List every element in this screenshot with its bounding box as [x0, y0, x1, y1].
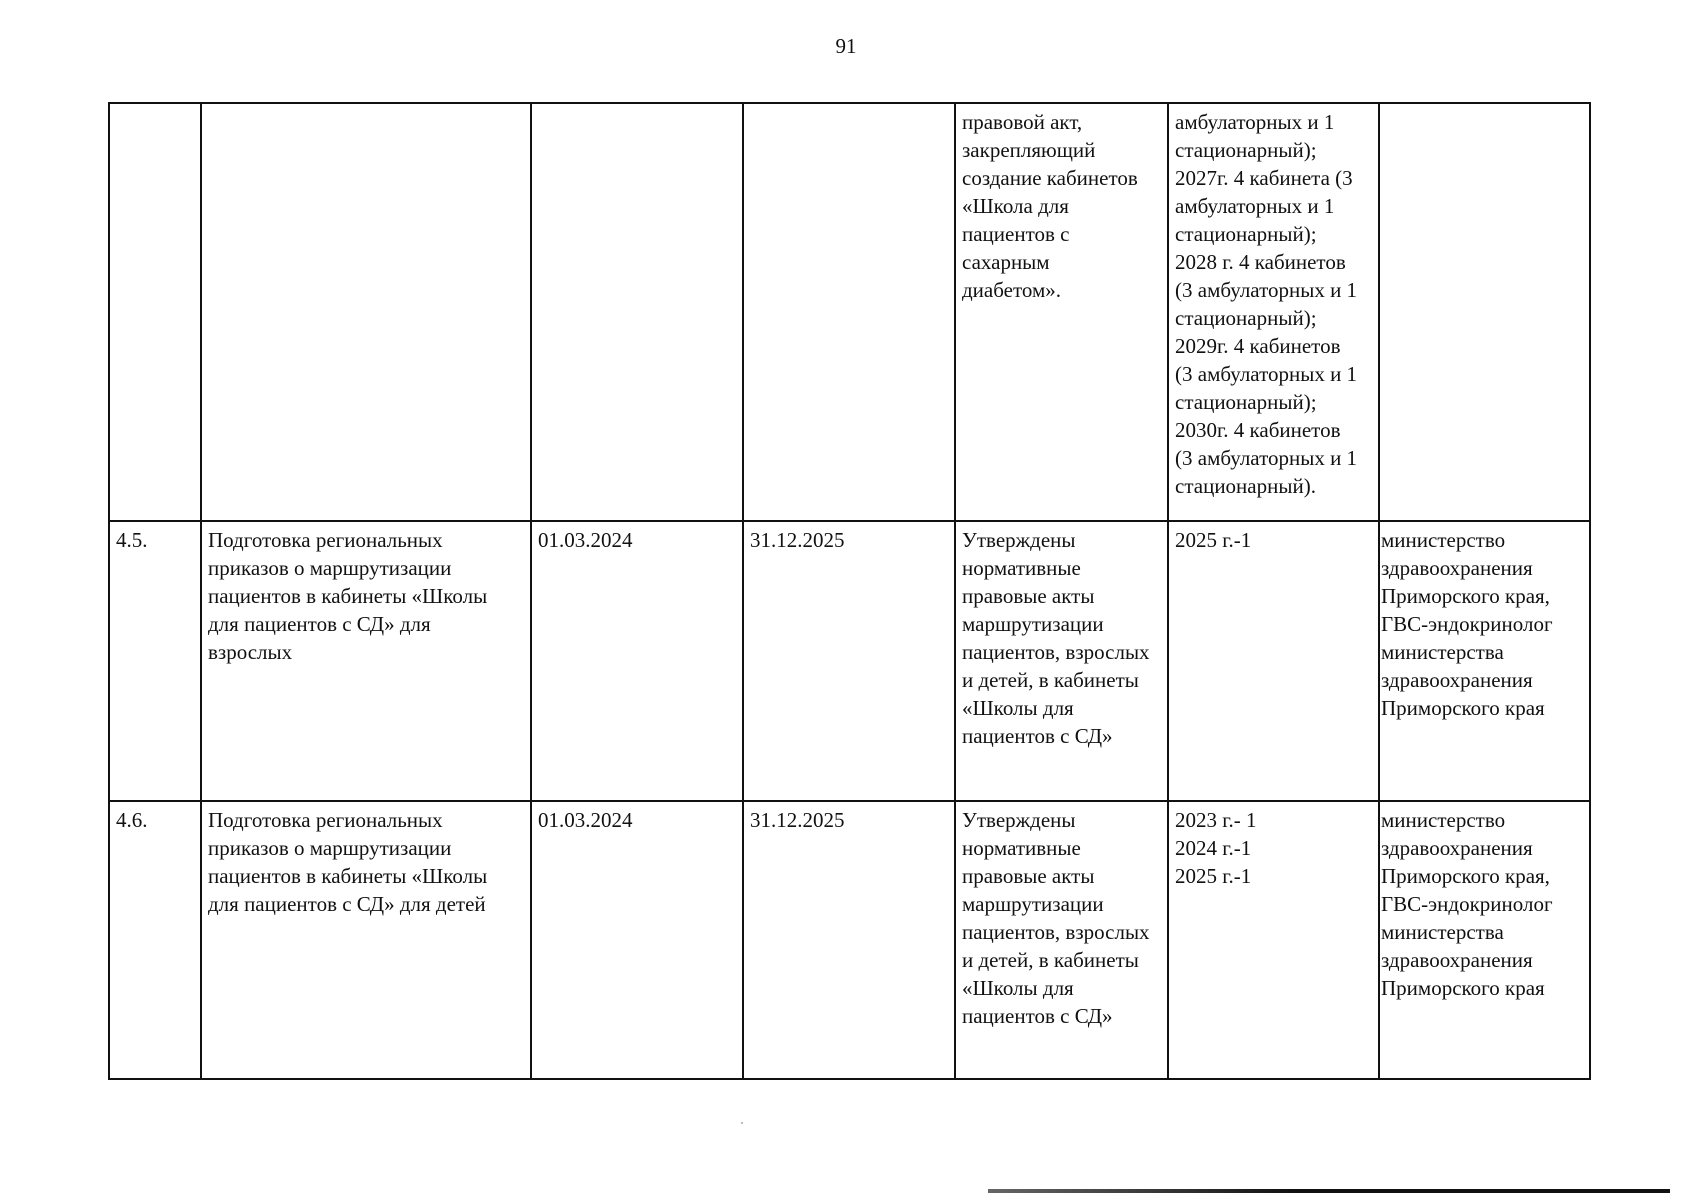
cell-number: 4.6. — [109, 801, 201, 1079]
cell-executor — [1379, 103, 1590, 521]
cell-result: Утверждены нормативные правовые акты маршрутизации пациентов, взрослых и детей, в кабинеты «Школы для пациентов с СД» — [955, 521, 1168, 801]
table-row — [109, 103, 1590, 521]
footer-rule — [988, 1189, 1670, 1193]
cell-start-date: 01.03.2024 — [531, 801, 743, 1079]
scan-artifact — [741, 1122, 743, 1124]
cell-start-date: 01.03.2024 — [531, 521, 743, 801]
cell-indicator: 2023 г.- 1 2024 г.-1 2025 г.-1 — [1168, 801, 1379, 1079]
page-number: 91 — [835, 34, 857, 58]
cell-event: Подготовка региональных приказов о маршрутизации пациентов в кабинеты «Школы для пациентов с СД» для взрослых — [201, 521, 531, 801]
cell-event — [201, 103, 531, 521]
cell-number — [109, 103, 201, 521]
cell-executor: министерство здравоохранения Приморского края, ГВС-эндокринолог министерства здравоохранения Приморского края — [1379, 801, 1590, 1079]
cell-end-date: 31.12.2025 — [743, 521, 955, 801]
table-row — [109, 521, 1590, 801]
cell-result: правовой акт, закрепляющий создание кабинетов «Школа для пациентов с сахарным диабетом». — [955, 103, 1168, 521]
cell-indicator: амбулаторных и 1 стационарный); 2027г. 4 кабинета (3 амбулаторных и 1 стационарный); 2028 г. 4 кабинетов (3 амбулаторных и 1 стационарный); 2029г. 4 кабинетов (3 амбулаторных и 1 стационарный); 2030г. 4 кабинетов (3 амбулаторных и 1 стационарный). — [1168, 103, 1379, 521]
cell-executor: министерство здравоохранения Приморского края, ГВС-эндокринолог министерства здравоохранения Приморского края — [1379, 521, 1590, 801]
cell-number: 4.5. — [109, 521, 201, 801]
cell-indicator: 2025 г.-1 — [1168, 521, 1379, 801]
cell-end-date: 31.12.2025 — [743, 801, 955, 1079]
cell-event: Подготовка региональных приказов о маршрутизации пациентов в кабинеты «Школы для пациентов с СД» для детей — [201, 801, 531, 1079]
cell-start-date — [531, 103, 743, 521]
cell-result: Утверждены нормативные правовые акты маршрутизации пациентов, взрослых и детей, в кабинеты «Школы для пациентов с СД» — [955, 801, 1168, 1079]
table-row — [109, 801, 1590, 1079]
plan-table — [108, 102, 1591, 1080]
cell-end-date — [743, 103, 955, 521]
